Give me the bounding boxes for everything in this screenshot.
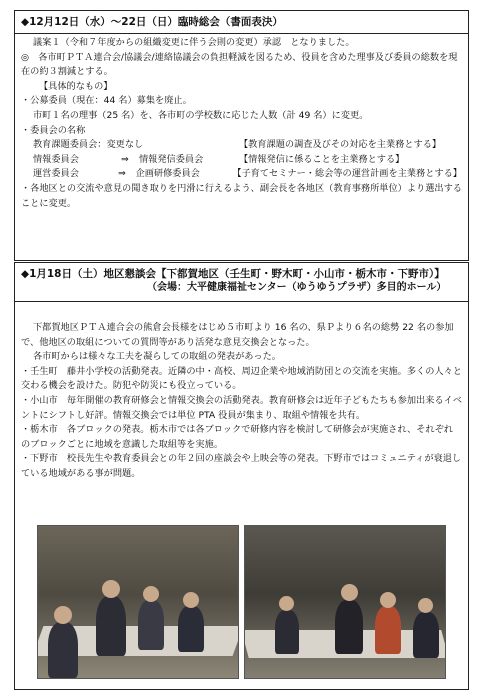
meeting-photo [37, 525, 239, 679]
committee-row [21, 167, 462, 182]
header-line: ◆1月18日（土）地区懇談会【下都賀地区（壬生町・野木町・小山市・栃木市・下野市）】 [21, 268, 445, 280]
paragraph: 議案１（令和７年度からの組織変更に伴う会則の変更）承認 となりました。 [33, 37, 355, 48]
photo-row [37, 525, 446, 683]
paragraph: ・各地区との交流や意見の聞き取りを円滑に行えるよう、副会長を各地区（教育事務所単位）より選出することに変更。 [21, 182, 462, 209]
section-header: ◆12月12日（水）～22日（日）臨時総会（書面表決） [15, 11, 468, 34]
section-body [21, 321, 462, 482]
committee-new-name: 企画研修委員会 [135, 168, 200, 180]
committee-desc: 【子育てセミナー・総会等の運営計画を主業務とする】 [232, 168, 462, 180]
venue-line: （会場：大平健康福祉センター（ゆうゆうプラザ）多目的ホール） [147, 282, 447, 293]
paragraph: 市町１名の理事（25 名）を、各市町の学校数に応じた人数（計 49 名）に変更。 [33, 109, 369, 121]
paragraph: ・小山市 毎年開催の教育研修会と情報交換会の活動発表。教育研修会は近年子どもたちも参加出来るイベントにシフトし好評。情報交換会では単位 PTA 役員が集まり、取組や情報を共有。 [21, 394, 462, 421]
section-district-meeting [14, 262, 469, 690]
paragraph: 下都賀地区ＰＴＡ連合会の熊倉会長様をはじめ５市町より 16 名の、県Ｐより６名の総勢 22 名の参加で、他地区の取組についての質問等があり活発な意見交換会となった。 [21, 322, 454, 348]
committee-desc: 【情報発信に係ることを主業務とする】 [239, 153, 405, 165]
section-extraordinary-meeting [14, 10, 469, 261]
arrow-icon: ⇒ [118, 168, 126, 180]
meeting-photo [244, 525, 446, 679]
committee-new-name: 情報発信委員会 [139, 153, 204, 165]
section-header [15, 263, 468, 302]
paragraph: ・栃木市 各ブロックの発表。栃木市では各ブロックで研修内容を検討して研修会が実施され、それぞれのブロックごとに地域を意識した取組等を実施。 [21, 424, 453, 450]
committee-desc: 【教育課題の調査及びその対応を主業務とする】 [239, 139, 442, 151]
paragraph: ・公募委員（現在：44 名）募集を廃止。 [21, 95, 192, 107]
committee-row [21, 138, 462, 153]
paragraph: 各市町からは様々な工夫を凝らしての取組の発表があった。 [33, 351, 281, 363]
committee-name: 運営委員会 [33, 168, 79, 180]
paragraph: 【具体的なもの】 [39, 80, 113, 92]
paragraph: ◎ 各市町ＰＴＡ連合会/協議会/連絡協議会の負担軽減を図るため、役員を含めた理事及び委員の総数を現在の約３割減とする。 [21, 51, 458, 78]
committee-name: 情報委員会 [33, 153, 79, 165]
arrow-icon: ⇒ [121, 153, 129, 165]
paragraph: ・壬生町 藤井小学校の活動発表。近隣の中・高校、周辺企業や地域消防団との交流を実施。多くの人々と交わる機会を設けた。防犯や防災にも役立っている。 [21, 365, 462, 392]
section-body [21, 36, 462, 211]
paragraph: ・委員会の名称 [21, 124, 86, 136]
paragraph: ・下野市 校長先生や教育委員会との年２回の座談会や上映会等の発表。下野市ではコミュニティが衰退している地域がある事が問題。 [21, 453, 462, 479]
committee-row [21, 153, 462, 168]
committee-name: 教育課題委員会：変更なし [33, 139, 144, 151]
